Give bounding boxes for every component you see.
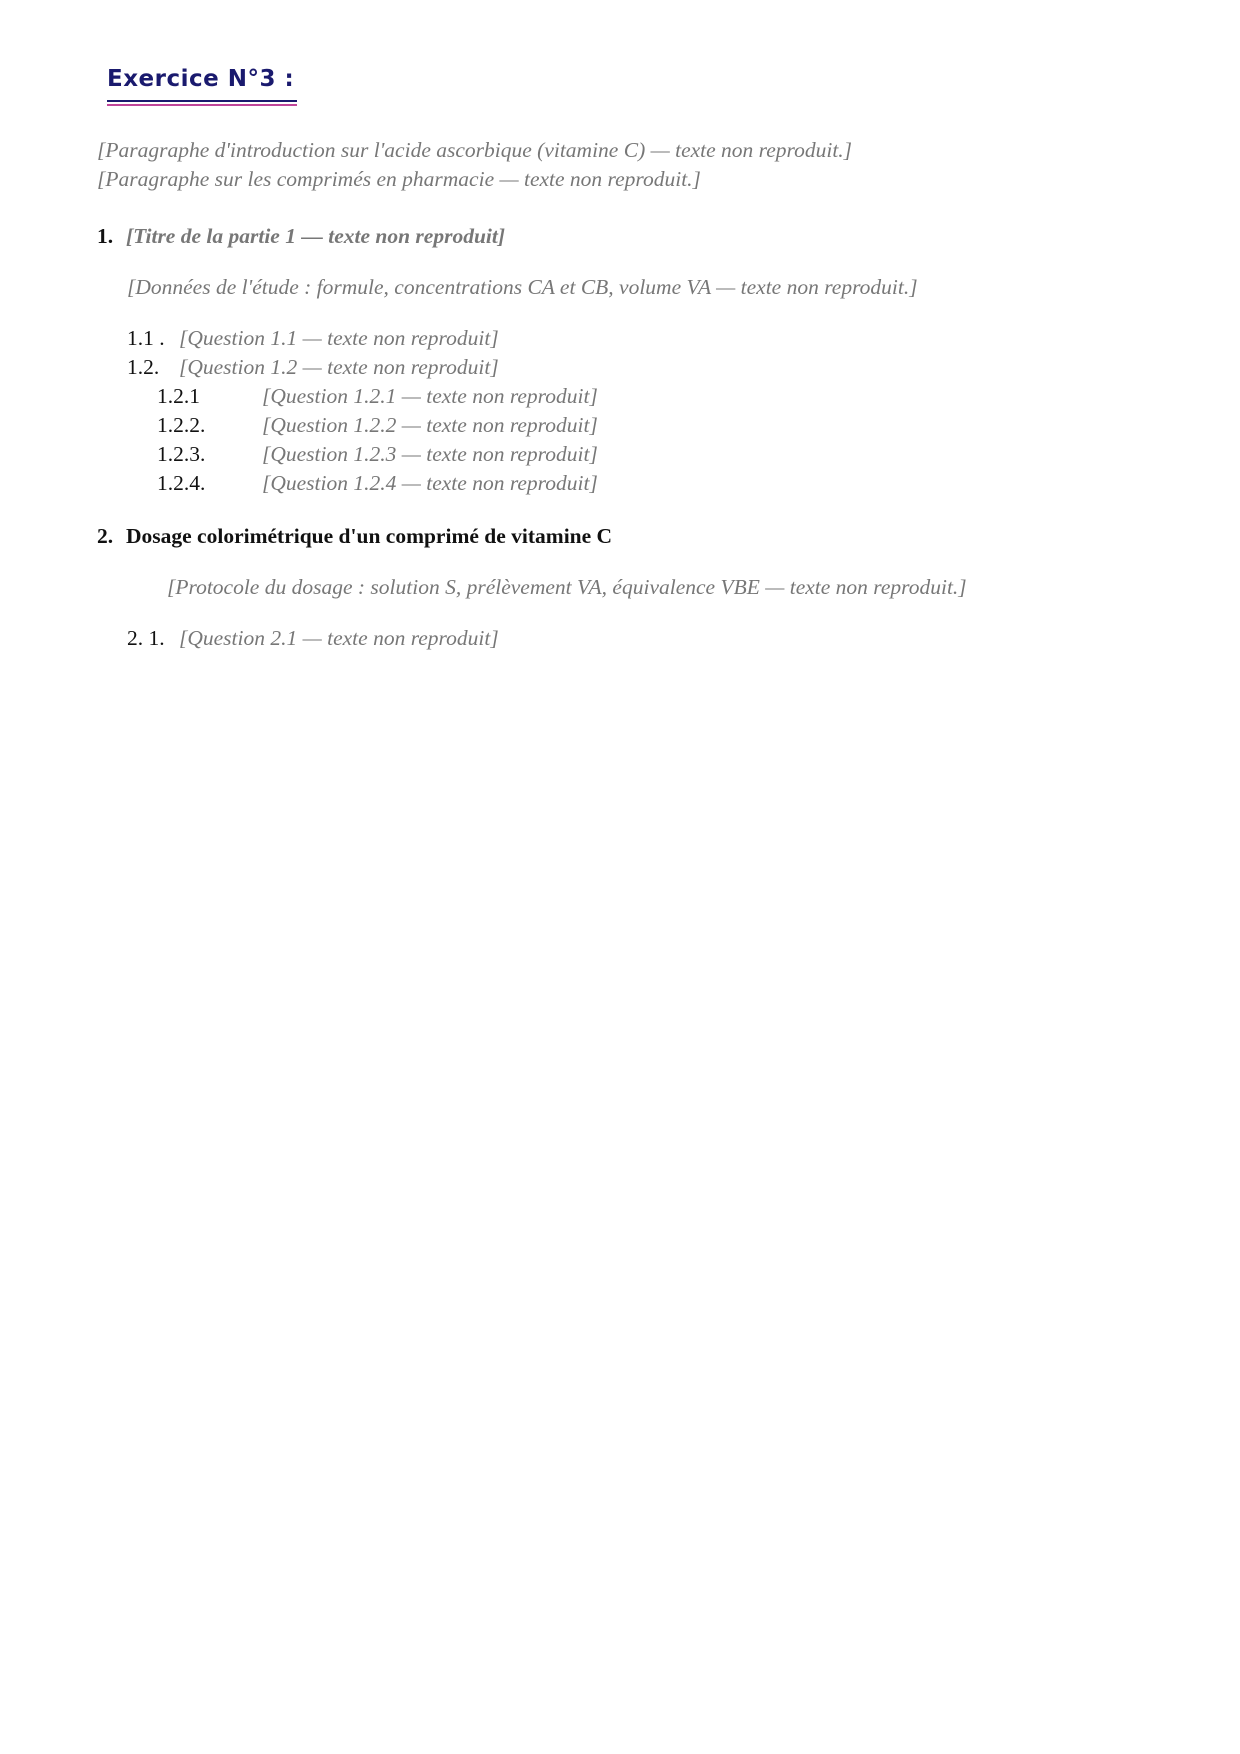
question-1-1 [127,324,1137,353]
question-1-2-3 [157,440,1137,469]
question-text: [Question 1.2.3 — texte non reproduit] [262,442,598,466]
section-2-heading [97,522,1137,551]
section-2-title: Dosage colorimétrique d'un comprimé de vitamine C [126,524,613,548]
section-1-number: 1. [97,224,114,248]
question-text: [Question 1.2 — texte non reproduit] [179,355,499,379]
question-number: 1.2. [127,355,160,379]
question-1-2-1 [157,382,1137,411]
question-text: [Question 2.1 — texte non reproduit] [179,626,499,650]
intro-paragraph-1: [Paragraphe d'introduction sur l'acide ascorbique (vitamine C) — texte non reproduit.] [97,138,853,162]
question-number: 2. 1. [127,626,165,650]
intro-paragraph-2: [Paragraphe sur les comprimés en pharmacie — texte non reproduit.] [97,167,701,191]
question-2-1 [127,624,1137,653]
question-number: 1.2.3. [157,442,206,466]
section-1-questions [127,324,1137,498]
question-number: 1.1 . [127,326,165,350]
question-1-2-2 [157,411,1137,440]
question-text: [Question 1.2.2 — texte non reproduit] [262,413,598,437]
question-number: 1.2.1 [157,384,200,408]
section-2-questions [127,624,1137,653]
question-text: [Question 1.2.4 — texte non reproduit] [262,471,598,495]
question-number: 1.2.4. [157,471,206,495]
exercise-title: Exercice N°3 : [107,66,295,92]
intro [97,136,1137,194]
section-2-body [167,573,1137,602]
question-1-2 [127,353,1137,382]
title-underline [107,100,297,106]
question-number: 1.2.2. [157,413,206,437]
question-text: [Question 1.2.1 — texte non reproduit] [262,384,598,408]
exam-page [97,66,1137,653]
section-1-title: [Titre de la partie 1 — texte non reproduit] [126,224,506,248]
section-1-data: [Données de l'étude : formule, concentrations CA et CB, volume VA — texte non reproduit.] [127,275,918,299]
section-1-body [127,273,1137,302]
section-2-protocol: [Protocole du dosage : solution S, prélèvement VA, équivalence VBE — texte non reproduit.] [167,575,967,599]
section-2-number: 2. [97,524,114,548]
section-1-heading [97,222,1137,251]
question-1-2-4 [157,469,1137,498]
question-text: [Question 1.1 — texte non reproduit] [179,326,499,350]
